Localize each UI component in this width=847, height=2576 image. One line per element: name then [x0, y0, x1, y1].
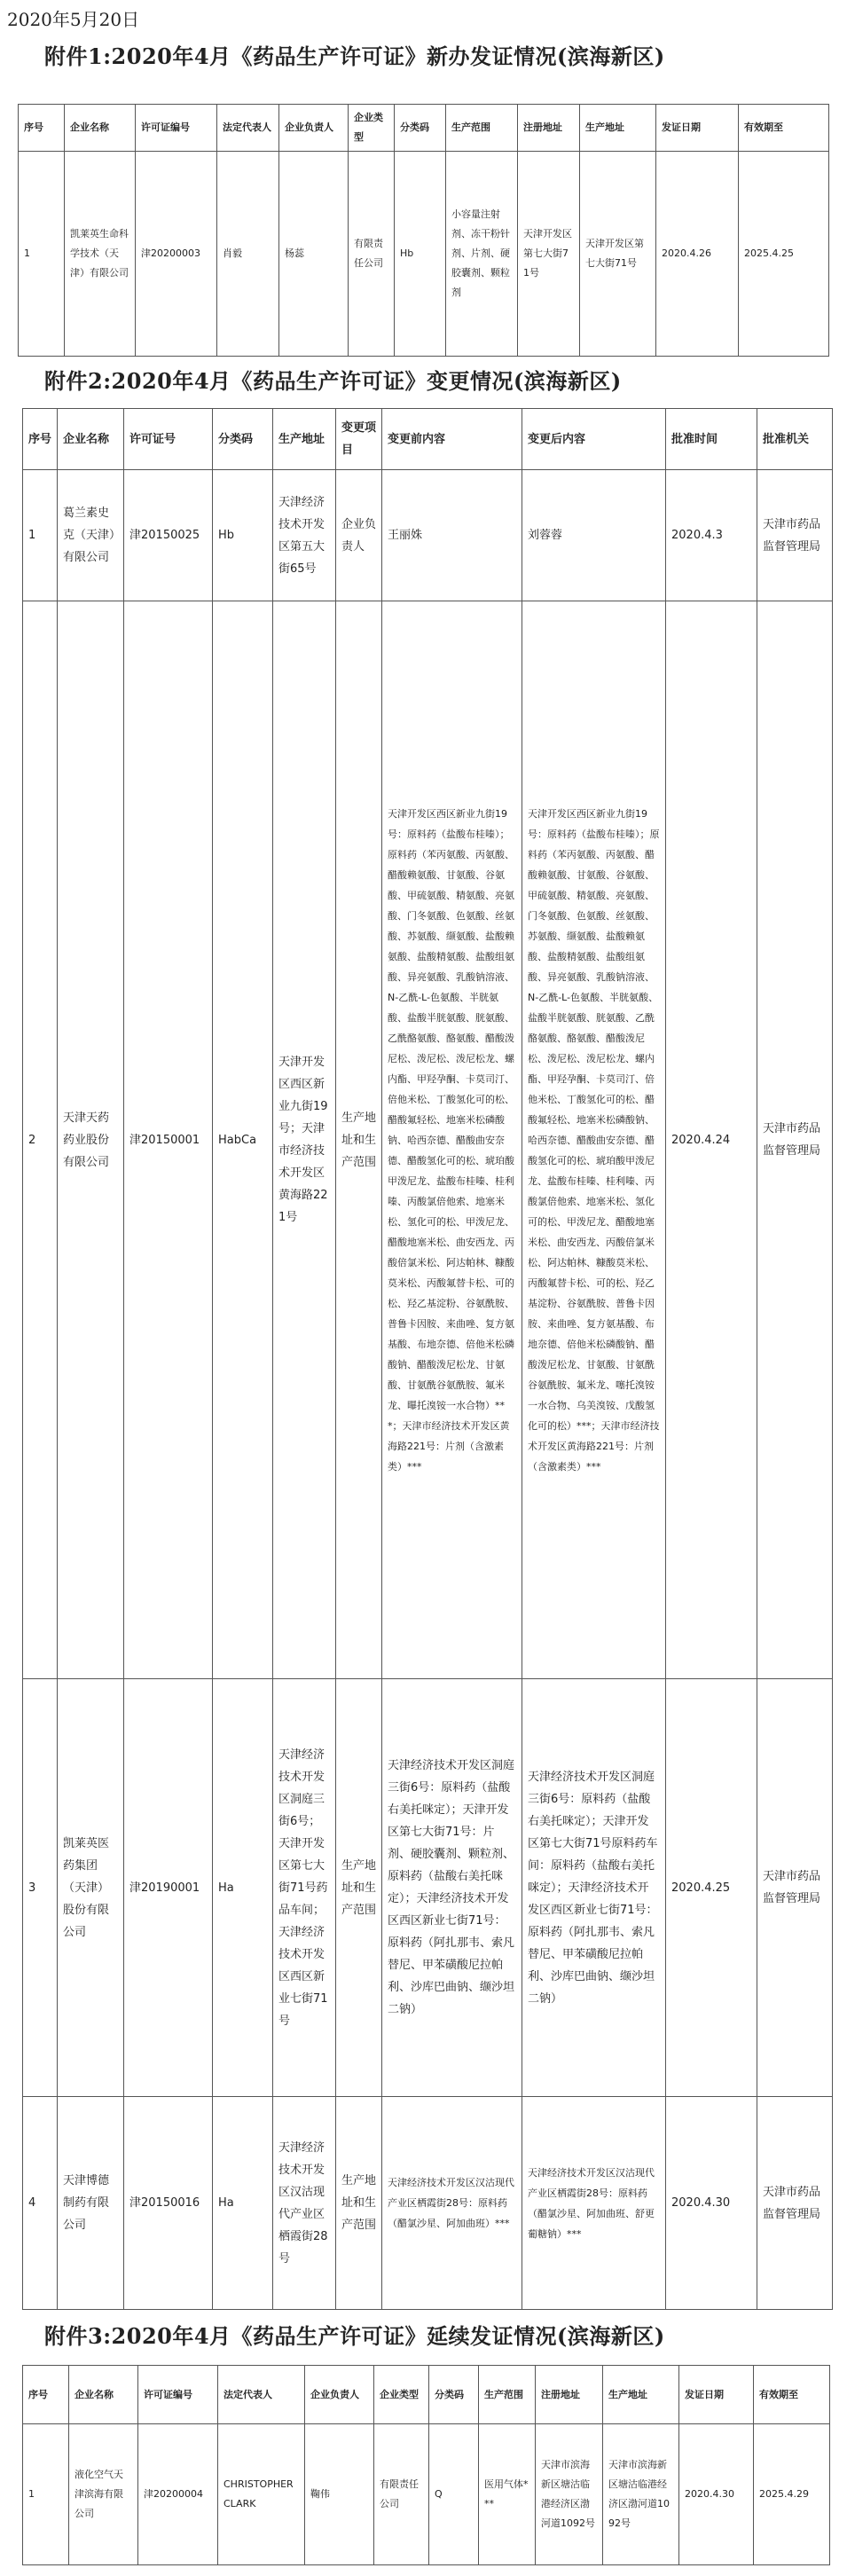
table-cell: 天津开发区西区新业九街19号；天津市经济技术开发区黄海路221号 — [273, 601, 336, 1679]
table-cell: 杨蕊 — [279, 152, 349, 357]
publish-date: 2020年5月20日 — [7, 9, 140, 30]
column-header: 企业名称 — [58, 409, 124, 470]
table-row — [23, 601, 833, 1679]
column-header: 企业名称 — [69, 2366, 138, 2424]
table-header-row — [23, 409, 833, 470]
column-header: 生产地址 — [580, 105, 656, 152]
table-cell: HabCa — [213, 601, 273, 1679]
table-cell: 刘蓉蓉 — [522, 470, 666, 601]
table-cell: Ha — [213, 1679, 273, 2097]
table-cell: 天津经济技术开发区洞庭三街6号；天津开发区第七大街71号药品车间；天津经济技术开发区西区新业七街71号 — [273, 1679, 336, 2097]
section2-title: 附件2:2020年4月《药品生产许可证》变更情况(滨海新区) — [44, 368, 622, 394]
table-row — [23, 470, 833, 601]
table-cell: 1 — [23, 2424, 69, 2565]
column-header: 变更后内容 — [522, 409, 666, 470]
table-cell: 有限责任公司 — [349, 152, 395, 357]
table-cell: 葛兰素史克（天津）有限公司 — [58, 470, 124, 601]
table-cell: 津20150016 — [124, 2097, 213, 2310]
table-cell: 3 — [23, 1679, 58, 2097]
table-cell: 2020.4.26 — [656, 152, 739, 357]
column-header: 变更前内容 — [382, 409, 522, 470]
column-header: 法定代表人 — [217, 105, 279, 152]
column-header: 生产地址 — [603, 2366, 679, 2424]
table-cell: 2 — [23, 601, 58, 1679]
table-cell: 天津市滨海新区塘沽临港经济区渤河道1092号 — [536, 2424, 603, 2565]
table-cell: 天津经济技术开发区汉沽现代产业区栖霞街28号：原料药（醋氯沙星、阿加曲班）*** — [382, 2097, 522, 2310]
table-row — [23, 1679, 833, 2097]
table-header-row — [23, 2366, 830, 2424]
column-header: 生产范围 — [479, 2366, 536, 2424]
table-cell: 津20200003 — [136, 152, 217, 357]
column-header: 批准机关 — [757, 409, 833, 470]
table-cell: 肖毅 — [217, 152, 279, 357]
table-cell: 2025.4.29 — [754, 2424, 830, 2565]
table-cell: 2025.4.25 — [739, 152, 829, 357]
column-header: 序号 — [23, 2366, 69, 2424]
table-row — [23, 2424, 830, 2565]
table-cell: 液化空气天津滨海有限公司 — [69, 2424, 138, 2565]
table-cell: 鞠伟 — [305, 2424, 374, 2565]
table-cell: 4 — [23, 2097, 58, 2310]
column-header: 生产范围 — [446, 105, 518, 152]
table-cell: 1 — [23, 470, 58, 601]
table-cell: 天津开发区西区新业九街19号：原料药（盐酸布桂嗪）；原料药（苯丙氨酸、丙氨酸、醋酸赖氨酸、甘氨酸、谷氨酸、甲硫氨酸、精氨酸、亮氨酸、门冬氨酸、色氨酸、丝氨酸、苏氨酸、缬氨酸、盐酸赖氨酸、盐酸精氨酸、盐酸组氨酸、异亮氨酸、乳酸钠溶液、N-乙酰-L-色氨酸、半胱氨酸、盐酸半胱氨酸、胱氨酸、乙酰酪氨酸、酪氨酸、醋酸泼尼松、泼尼松、泼尼松龙、螺内酯、甲羟孕酮、卡莫司汀、倍他米松、丁酸氢化可的松、醋酸氟轻松、地塞米松磷酸钠、哈西奈德、醋酸曲安奈德、醋酸氢化可的松、琥珀酸甲泼尼龙、盐酸布桂嗪、桂利嗪、丙酸氯倍他索、地塞米松、氢化可的松、甲泼尼龙、醋酸地塞米松、曲安西龙、丙酸倍氯米松、阿达帕林、糠酸莫米松、丙酸氟替卡松、可的松、羟乙基淀粉、谷氨酰胺、普鲁卡因胺、来曲唑、复方氨基酸、布地奈德、倍他米松磷酸钠、醋酸泼尼松龙、甘氨酸、甘氨酰谷氨酰胺、氟米龙、曝托溴铵一水合物）***；天津市经济技术开发区黄海路221号：片剂（含激素类）*** — [382, 601, 522, 1679]
column-header: 批准时间 — [666, 409, 757, 470]
table-cell: 天津市药品监督管理局 — [757, 470, 833, 601]
table-cell: 凯莱英生命科学技术（天津）有限公司 — [65, 152, 136, 357]
table-cell: 小容量注射剂、冻干粉针剂、片剂、硬胶囊剂、颗粒剂 — [446, 152, 518, 357]
table-cell: 天津开发区第七大街71号 — [580, 152, 656, 357]
table-cell: 天津经济技术开发区洞庭三街6号：原料药（盐酸右美托咪定）；天津开发区第七大街71号：片剂、硬胶囊剂、颗粒剂、原料药（盐酸右美托咪定）；天津经济技术开发区西区新业七街71号：原料药（阿扎那韦、索凡替尼、甲苯磺酸尼拉帕利、沙库巴曲钠、缬沙坦二钠） — [382, 1679, 522, 2097]
table-cell: 2020.4.30 — [679, 2424, 754, 2565]
column-header: 变更项目 — [336, 409, 382, 470]
table-cell: 王丽姝 — [382, 470, 522, 601]
column-header: 发证日期 — [656, 105, 739, 152]
column-header: 法定代表人 — [218, 2366, 305, 2424]
column-header: 注册地址 — [518, 105, 580, 152]
table-cell: 生产地址和生产范围 — [336, 601, 382, 1679]
column-header: 序号 — [23, 409, 58, 470]
table-cell: Hb — [213, 470, 273, 601]
table-cell: 凯莱英医药集团（天津）股份有限公司 — [58, 1679, 124, 2097]
table-cell: 天津市药品监督管理局 — [757, 601, 833, 1679]
column-header: 许可证编号 — [136, 105, 217, 152]
table-cell: Ha — [213, 2097, 273, 2310]
section2-table — [22, 408, 833, 2310]
column-header: 许可证号 — [124, 409, 213, 470]
column-header: 分类码 — [395, 105, 446, 152]
table-cell: 1 — [19, 152, 65, 357]
column-header: 发证日期 — [679, 2366, 754, 2424]
column-header: 企业负责人 — [279, 105, 349, 152]
section3-table — [22, 2365, 830, 2565]
table-cell: 天津市药品监督管理局 — [757, 2097, 833, 2310]
table-cell: 有限责任公司 — [374, 2424, 429, 2565]
column-header: 生产地址 — [273, 409, 336, 470]
column-header: 企业类型 — [349, 105, 395, 152]
table-header-row — [19, 105, 829, 152]
table-cell: 津20150001 — [124, 601, 213, 1679]
table-cell: 生产地址和生产范围 — [336, 2097, 382, 2310]
column-header: 序号 — [19, 105, 65, 152]
column-header: 注册地址 — [536, 2366, 603, 2424]
table-row — [19, 152, 829, 357]
table-cell: 天津经济技术开发区洞庭三街6号：原料药（盐酸右美托咪定）；天津开发区第七大街71号原料药车间：原料药（盐酸右美托咪定）；天津经济技术开发区西区新业七街71号：原料药（阿扎那韦、索凡替尼、甲苯磺酸尼拉帕利、沙库巴曲钠、缬沙坦二钠） — [522, 1679, 666, 2097]
table-cell: 2020.4.3 — [666, 470, 757, 601]
table-cell: 天津市药品监督管理局 — [757, 1679, 833, 2097]
table-cell: Hb — [395, 152, 446, 357]
table-cell: 天津市滨海新区塘沽临港经济区渤河道1092号 — [603, 2424, 679, 2565]
column-header: 企业类型 — [374, 2366, 429, 2424]
column-header: 企业负责人 — [305, 2366, 374, 2424]
table-cell: 天津经济技术开发区汉沽现代产业区栖霞街28号：原料药（醋氯沙星、阿加曲班、舒更葡糖钠）*** — [522, 2097, 666, 2310]
table-cell: 津20200004 — [138, 2424, 218, 2565]
table-cell: 天津经济技术开发区汉沽现代产业区栖霞街28号 — [273, 2097, 336, 2310]
table-cell: 2020.4.25 — [666, 1679, 757, 2097]
table-cell: 津20150025 — [124, 470, 213, 601]
column-header: 有效期至 — [739, 105, 829, 152]
column-header: 有效期至 — [754, 2366, 830, 2424]
table-cell: 2020.4.24 — [666, 601, 757, 1679]
table-cell: 2020.4.30 — [666, 2097, 757, 2310]
table-cell: 天津博德制药有限公司 — [58, 2097, 124, 2310]
section1-table — [18, 104, 829, 357]
table-cell: Q — [429, 2424, 479, 2565]
column-header: 企业名称 — [65, 105, 136, 152]
table-cell: 天津开发区西区新业九街19号：原料药（盐酸布桂嗪）；原料药（苯丙氨酸、丙氨酸、醋酸赖氨酸、甘氨酸、谷氨酸、甲硫氨酸、精氨酸、亮氨酸、门冬氨酸、色氨酸、丝氨酸、苏氨酸、缬氨酸、盐酸赖氨酸、盐酸精氨酸、盐酸组氨酸、异亮氨酸、乳酸钠溶液、N-乙酰-L-色氨酸、半胱氨酸、盐酸半胱氨酸、胱氨酸、乙酰酪氨酸、酪氨酸、醋酸泼尼松、泼尼松、泼尼松龙、螺内酯、甲羟孕酮、卡莫司汀、倍他米松、丁酸氢化可的松、醋酸氟轻松、地塞米松磷酸钠、哈西奈德、醋酸曲安奈德、醋酸氢化可的松、琥珀酸甲泼尼龙、盐酸布桂嗪、桂利嗪、丙酸氯倍他索、地塞米松、氢化可的松、甲泼尼龙、醋酸地塞米松、曲安西龙、丙酸倍氯米松、阿达帕林、糠酸莫米松、丙酸氟替卡松、可的松、羟乙基淀粉、谷氨酰胺、普鲁卡因胺、来曲唑、复方氨基酸、布地奈德、倍他米松磷酸钠、醋酸泼尼松龙、甘氨酸、甘氨酰谷氨酰胺、氟米龙、噻托溴铵一水合物、乌美溴铵、戊酸氢化可的松）***；天津市经济技术开发区黄海路221号：片剂（含激素类）*** — [522, 601, 666, 1679]
table-row — [23, 2097, 833, 2310]
column-header: 许可证编号 — [138, 2366, 218, 2424]
table-cell: 天津经济技术开发区第五大街65号 — [273, 470, 336, 601]
table-cell: 天津开发区第七大街71号 — [518, 152, 580, 357]
table-cell: 医用气体*** — [479, 2424, 536, 2565]
table-cell: 天津天药药业股份有限公司 — [58, 601, 124, 1679]
table-cell: 生产地址和生产范围 — [336, 1679, 382, 2097]
section3-title: 附件3:2020年4月《药品生产许可证》延续发证情况(滨海新区) — [44, 2323, 665, 2349]
column-header: 分类码 — [429, 2366, 479, 2424]
table-cell: 企业负责人 — [336, 470, 382, 601]
table-cell: CHRISTOPHER CLARK — [218, 2424, 305, 2565]
table-cell: 津20190001 — [124, 1679, 213, 2097]
section1-title: 附件1:2020年4月《药品生产许可证》新办发证情况(滨海新区) — [44, 43, 665, 69]
column-header: 分类码 — [213, 409, 273, 470]
